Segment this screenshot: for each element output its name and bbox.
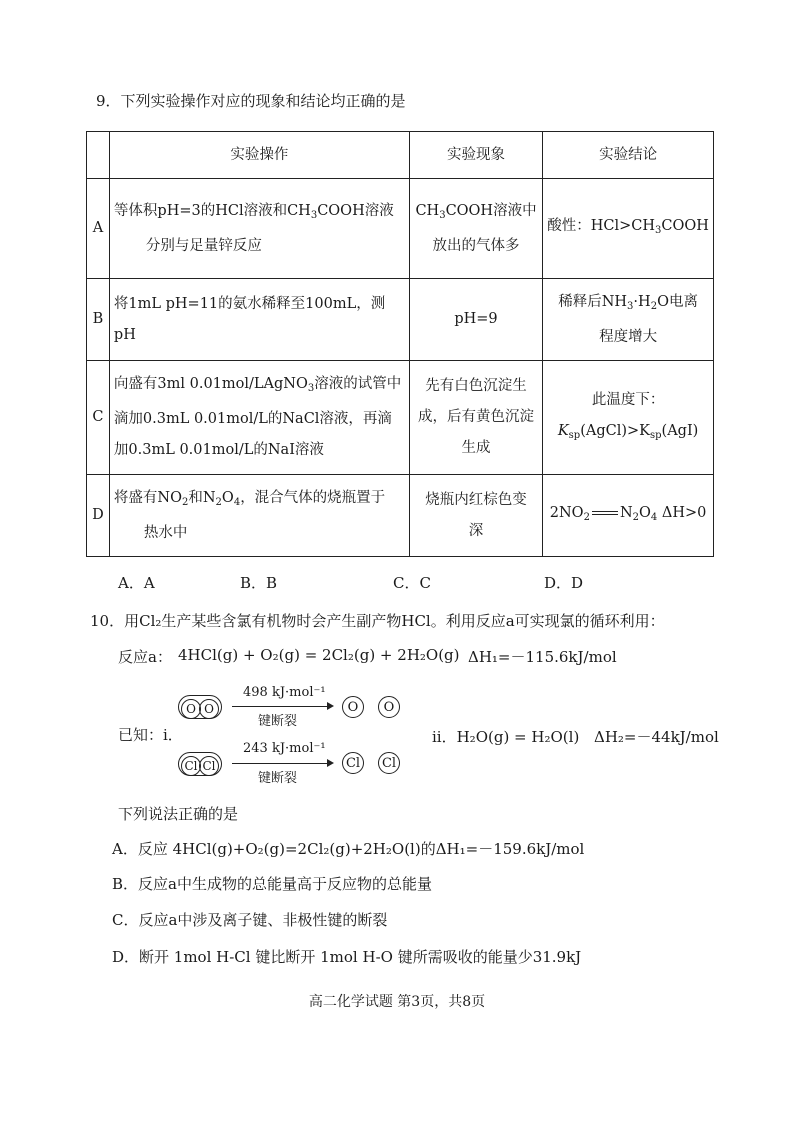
experiment-table xyxy=(86,131,714,557)
conclusion-cell: 此温度下： $K_{sp}(AgCl)>K_{sp}(AgI)$ xyxy=(543,361,714,475)
o-bond-energy: 498 kJ·mol⁻¹ xyxy=(243,685,326,700)
q9-option-a[interactable]: A．A xyxy=(118,574,155,592)
row-label: B xyxy=(87,279,110,361)
operation-cell: 将盛有$NO_2$和$N_2O_4$，混合气体的烧瓶置于 热水中 xyxy=(109,475,409,557)
header-label xyxy=(87,132,110,179)
reaction-a-label: 反应a： xyxy=(118,648,172,666)
delta-h2: ΔH₂=－44kJ/mol xyxy=(594,728,719,746)
o-atom: O xyxy=(181,699,201,719)
page-footer: 高二化学试题 第3页，共8页 xyxy=(308,994,486,1010)
table-header-row xyxy=(87,132,714,179)
o-arrow xyxy=(232,706,332,707)
o2-molecule xyxy=(178,695,222,719)
o-atom: O xyxy=(199,699,219,719)
phenomenon-cell: pH=9 xyxy=(409,279,542,361)
q10-option-b[interactable]: B．反应a中生成物的总能量高于反应物的总能量 xyxy=(112,875,432,893)
cl2-molecule xyxy=(178,752,222,776)
row-label: D xyxy=(87,475,110,557)
equilibrium-sign xyxy=(592,511,618,515)
cl-bond-energy: 243 kJ·mol⁻¹ xyxy=(243,741,326,756)
q10-prompt: 下列说法正确的是 xyxy=(118,805,239,823)
q10-option-c[interactable]: C．反应a中涉及离子键、非极性键的断裂 xyxy=(112,911,388,929)
row-label: A xyxy=(87,179,110,279)
o-atom: O xyxy=(378,696,400,718)
table-row xyxy=(87,475,714,557)
q9-option-c[interactable]: C．C xyxy=(393,574,431,592)
conclusion-cell: 稀释后$NH_3\cdot H_2O$电离 程度增大 xyxy=(543,279,714,361)
phenomenon-cell: $CH_3COOH$溶液中 放出的气体多 xyxy=(409,179,542,279)
q9-option-d[interactable]: D．D xyxy=(544,574,584,592)
table-row xyxy=(87,279,714,361)
cl-atom: Cl xyxy=(378,752,400,774)
operation-cell: 将1mL pH=11的氨水稀释至100mL，测pH xyxy=(109,279,409,361)
header-operation: 实验操作 xyxy=(109,132,409,179)
q10-option-d[interactable]: D．断开 1mol H-Cl 键比断开 1mol H-O 键所需吸收的能量少31.9kJ xyxy=(112,948,582,966)
operation-cell: 向盛有3ml 0.01mol/LAgNO$_3$溶液的试管中 滴加0.3mL 0.01mol/L的NaCl溶液，再滴 加0.3mL 0.01mol/L的NaI溶液 xyxy=(109,361,409,475)
delta-h1: ΔH₁=－115.6kJ/mol xyxy=(468,648,617,666)
known-label: 已知：i． xyxy=(118,726,183,744)
reaction-a-equation: 4HCl(g) + O₂(g) = 2Cl₂(g) + 2H₂O(g) xyxy=(178,646,460,664)
phenomenon-cell: 先有白色沉淀生 成，后有黄色沉淀 生成 xyxy=(409,361,542,475)
question-10-intro: 10．用Cl₂生产某些含氯有机物时会产生副产物HCl。利用反应a可实现氯的循环利用： xyxy=(90,612,665,630)
conclusion-cell: $2NO_2$ $N_2O_4$ ΔH>0 xyxy=(543,475,714,557)
reaction-ii: ii．H₂O(g) = H₂O(l) xyxy=(432,728,580,746)
cl-atom: Cl xyxy=(342,752,364,774)
cl-break-label: 键断裂 xyxy=(258,771,298,786)
operation-cell: 等体积pH=3的HCl溶液和$CH_3COOH$溶液 分别与足量锌反应 xyxy=(109,179,409,279)
cl-atom: Cl xyxy=(181,756,201,776)
table-row xyxy=(87,361,714,475)
header-conclusion: 实验结论 xyxy=(543,132,714,179)
q10-option-a[interactable]: A．反应 4HCl(g)+O₂(g)=2Cl₂(g)+2H₂O(l)的ΔH₁=－159.6kJ/mol xyxy=(112,840,585,858)
conclusion-cell: 酸性：$HCl>CH_3COOH$ xyxy=(543,179,714,279)
cl-atom: Cl xyxy=(199,756,219,776)
table-row xyxy=(87,179,714,279)
q9-option-b[interactable]: B．B xyxy=(240,574,278,592)
o-atom: O xyxy=(342,696,364,718)
question-9-title: 9．下列实验操作对应的现象和结论均正确的是 xyxy=(96,92,406,110)
o-break-label: 键断裂 xyxy=(258,714,298,729)
phenomenon-cell: 烧瓶内红棕色变 深 xyxy=(409,475,542,557)
row-label: C xyxy=(87,361,110,475)
cl-arrow xyxy=(232,763,332,764)
header-phenomenon: 实验现象 xyxy=(409,132,542,179)
